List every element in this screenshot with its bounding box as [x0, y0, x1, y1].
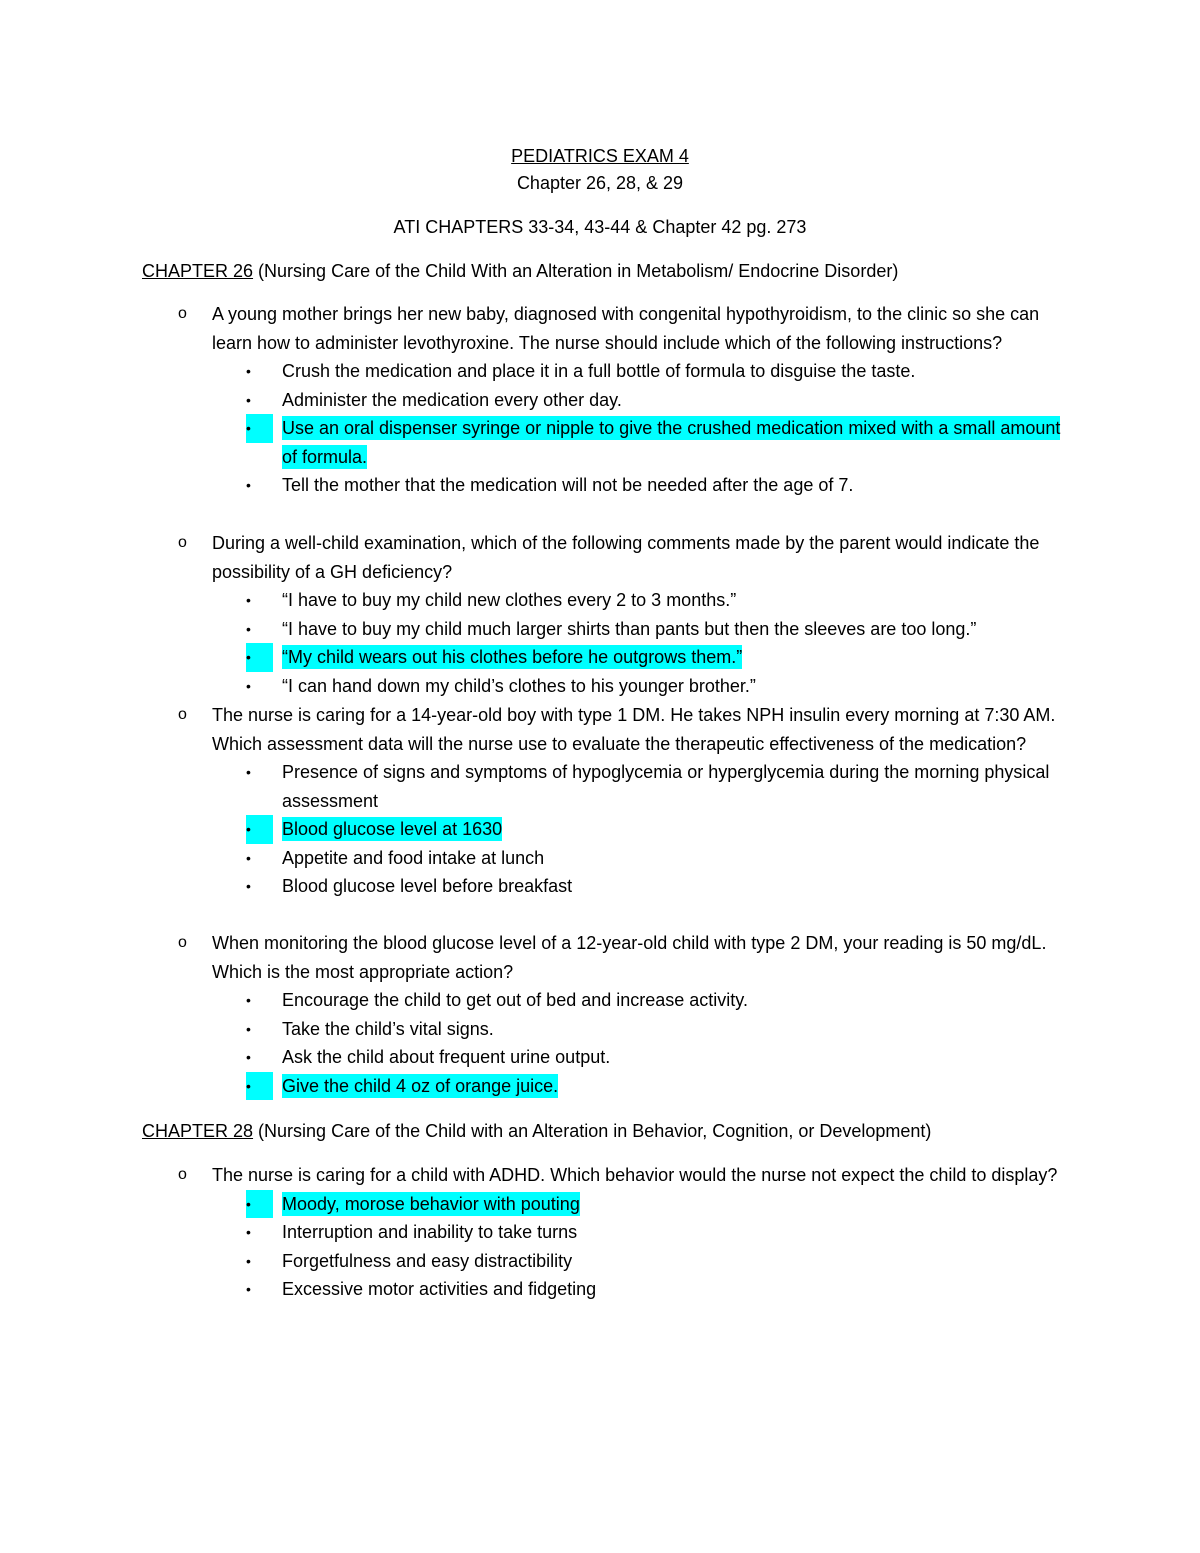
bullet-icon: • — [246, 391, 251, 408]
chapter-heading — [142, 259, 898, 283]
answer-option-correct — [212, 414, 1072, 471]
question-marker: o — [178, 1166, 187, 1183]
question — [178, 529, 1072, 700]
bullet-icon: • — [246, 1020, 251, 1037]
bullet-icon: • — [246, 1252, 251, 1269]
answer-text: Encourage the child to get out of bed and increase activity. — [282, 990, 748, 1010]
bullet-icon: • — [246, 878, 251, 894]
highlighted-answer-text: Blood glucose level at 1630 — [282, 819, 503, 839]
answer-option — [212, 986, 1072, 1015]
highlighted-answer-text: Give the child 4 oz of orange juice. — [282, 1075, 559, 1096]
answer-option-correct — [212, 815, 1072, 844]
bullet-icon: • — [246, 815, 273, 844]
highlighted-answer-text: “My child wears out his clothes before he outgrows them.” — [282, 647, 743, 667]
answer-options — [212, 1190, 1072, 1304]
bullet-icon: • — [246, 1281, 251, 1297]
question — [178, 701, 1072, 901]
question — [178, 929, 1072, 1100]
answer-option — [212, 1275, 1072, 1304]
answer-option — [212, 844, 1072, 873]
question-text: A young mother brings her new baby, diagnosed with congenital hypothyroidism, to the clinic so she can learn how to administer levothyroxine. The nurse should include which of the following instructions? — [212, 304, 1040, 353]
answer-option — [212, 586, 1072, 615]
answer-text: “I can hand down my child’s clothes to his younger brother.” — [282, 675, 756, 696]
answer-option-correct — [212, 1072, 1072, 1101]
bullet-icon: • — [246, 1049, 251, 1065]
ati-chapters-line: ATI CHAPTERS 33-34, 43-44 & Chapter 42 pg. 273 — [393, 217, 807, 237]
bullet-icon: • — [246, 1072, 273, 1101]
bullet-icon: • — [246, 849, 251, 866]
highlighted-answer-text: Moody, morose behavior with pouting — [282, 1193, 580, 1214]
bullet-icon: • — [246, 414, 273, 443]
bullet-icon: • — [246, 592, 251, 608]
answer-option — [212, 615, 1072, 644]
answer-option — [212, 1015, 1072, 1044]
question-text: The nurse is caring for a 14-year-old boy with type 1 DM. He takes NPH insulin every morning at 7:30 AM. Which assessment data will the nurse use to evaluate the therapeutic effectiveness of the medication? — [212, 705, 1056, 754]
question-marker: o — [178, 305, 187, 322]
answer-option-correct — [212, 643, 1072, 672]
answer-text: Crush the medication and place it in a full bottle of formula to disguise the taste. — [282, 361, 916, 381]
question — [178, 300, 1072, 500]
chapter-heading — [142, 1119, 931, 1143]
chapter-number: CHAPTER 26 — [142, 261, 254, 281]
answer-option — [212, 1247, 1072, 1276]
question-marker: o — [178, 706, 187, 723]
answer-options — [212, 357, 1072, 500]
bullet-icon: • — [246, 477, 251, 493]
answer-option-correct — [212, 1190, 1072, 1219]
answer-text: “I have to buy my child new clothes every 2 to 3 months.” — [282, 590, 737, 610]
answer-option — [212, 1043, 1072, 1072]
answer-text: Take the child’s vital signs. — [282, 1018, 494, 1039]
chapter-description: (Nursing Care of the Child With an Alteration in Metabolism/ Endocrine Disorder) — [253, 261, 899, 281]
bullet-icon: • — [246, 1224, 251, 1240]
answer-text: Forgetfulness and easy distractibility — [282, 1250, 573, 1271]
answer-options — [212, 586, 1072, 700]
bullet-icon: • — [246, 620, 251, 637]
question-text: The nurse is caring for a child with ADHD. Which behavior would the nurse not expect the child to display? — [212, 1165, 1058, 1185]
answer-option — [212, 471, 1072, 500]
answer-option — [212, 872, 1072, 901]
question — [178, 1161, 1072, 1304]
question-text: When monitoring the blood glucose level of a 12-year-old child with type 2 DM, your reading is 50 mg/dL. Which is the most appropriate action? — [212, 933, 1047, 982]
bullet-icon: • — [246, 992, 251, 1008]
answer-text: Administer the medication every other day. — [282, 389, 622, 410]
highlighted-answer-text: Use an oral dispenser syringe or nipple to give the crushed medication mixed with a small amount of formula. — [282, 418, 1061, 467]
question-text: During a well-child examination, which of the following comments made by the parent would indicate the possibility of a GH deficiency? — [212, 533, 1040, 582]
bullet-icon: • — [246, 643, 273, 672]
answer-text: “I have to buy my child much larger shirts than pants but then the sleeves are too long.” — [282, 618, 977, 639]
document-subtitle: Chapter 26, 28, & 29 — [516, 173, 684, 193]
answer-options — [212, 758, 1072, 901]
question-marker: o — [178, 934, 187, 951]
answer-option — [212, 758, 1072, 815]
chapter-number: CHAPTER 28 — [142, 1121, 254, 1141]
answer-text: Interruption and inability to take turns — [282, 1222, 578, 1242]
answer-text: Ask the child about frequent urine output. — [282, 1047, 611, 1067]
answer-text: Presence of signs and symptoms of hypoglycemia or hyperglycemia during the morning physical assessment — [282, 762, 1050, 811]
answer-text: Excessive motor activities and fidgeting — [282, 1279, 597, 1299]
answer-option — [212, 672, 1072, 701]
bullet-icon: • — [246, 1190, 273, 1219]
answer-text: Appetite and food intake at lunch — [282, 847, 545, 868]
answer-options — [212, 986, 1072, 1100]
answer-text: Blood glucose level before breakfast — [282, 876, 573, 896]
bullet-icon: • — [246, 363, 251, 379]
question-marker: o — [178, 534, 187, 551]
bullet-icon: • — [246, 764, 251, 780]
chapter-description: (Nursing Care of the Child with an Alteration in Behavior, Cognition, or Development) — [253, 1121, 932, 1141]
answer-text: Tell the mother that the medication will not be needed after the age of 7. — [282, 475, 854, 495]
bullet-icon: • — [246, 677, 251, 694]
answer-option — [212, 1218, 1072, 1247]
answer-option — [212, 357, 1072, 386]
document-title: PEDIATRICS EXAM 4 — [511, 146, 689, 166]
answer-option — [212, 386, 1072, 415]
